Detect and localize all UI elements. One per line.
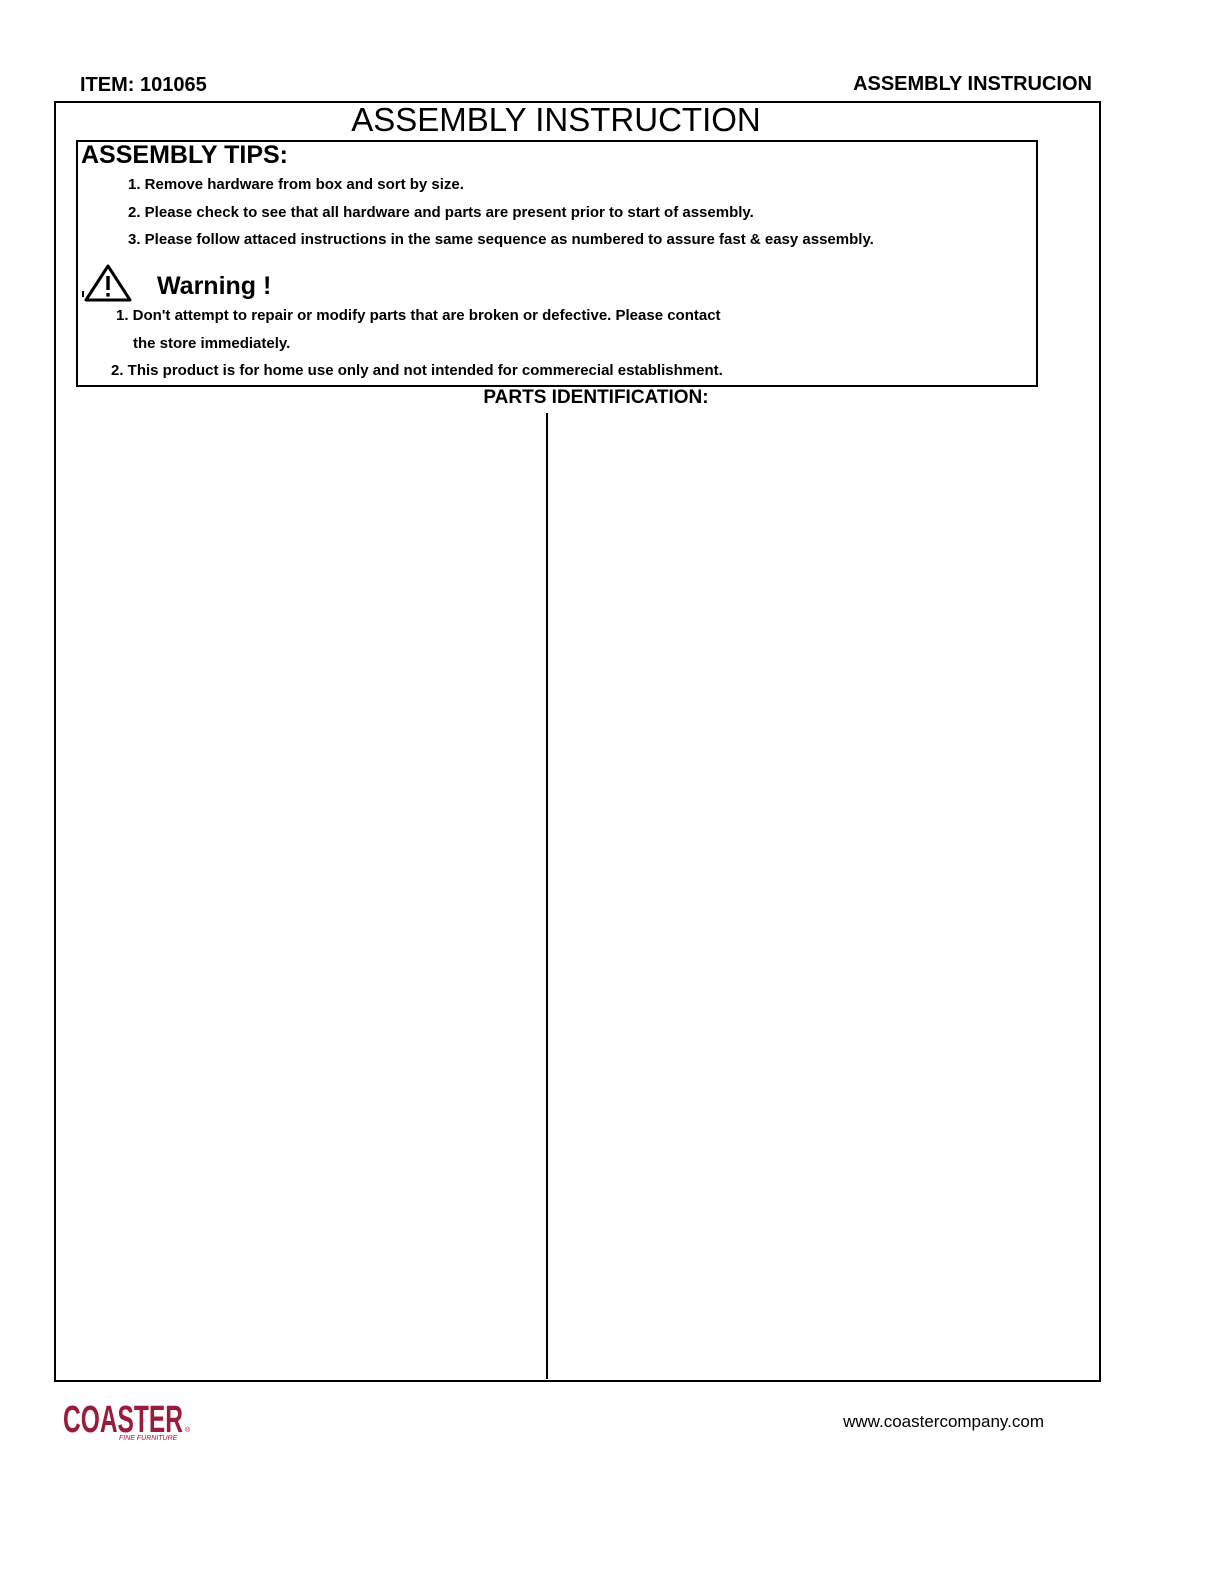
item-number: ITEM: 101065 (80, 74, 207, 96)
tip-item: 2. Please check to see that all hardware and parts are present prior to start of assembly. (128, 204, 754, 221)
column-divider (546, 413, 548, 1379)
header-title: ASSEMBLY INSTRUCION (853, 73, 1092, 95)
warning-title: Warning ! (157, 272, 272, 300)
svg-text:FINE FURNITURE: FINE FURNITURE (119, 1435, 178, 1442)
tip-item: 3. Please follow attaced instructions in the same sequence as numbered to assure fast & easy assembly. (128, 231, 874, 248)
tip-item: 1. Remove hardware from box and sort by size. (128, 176, 464, 193)
warning-item: 2. This product is for home use only and not intended for commerecial establishment. (111, 362, 723, 379)
parts-heading: PARTS IDENTIFICATION: (483, 387, 709, 408)
svg-text:®: ® (185, 1427, 191, 1434)
tips-heading: ASSEMBLY TIPS: (81, 141, 288, 169)
warning-item: 1. Don't attempt to repair or modify parts that are broken or defective. Please contact (116, 307, 721, 324)
page-title: ASSEMBLY INSTRUCTION (351, 101, 761, 138)
warning-triangle-icon (84, 264, 132, 302)
website-link[interactable]: www.coastercompany.com (843, 1412, 1044, 1431)
coaster-logo (63, 1398, 193, 1444)
warning-item-continued: the store immediately. (133, 335, 291, 352)
svg-text:COASTER: COASTER (63, 1399, 183, 1441)
